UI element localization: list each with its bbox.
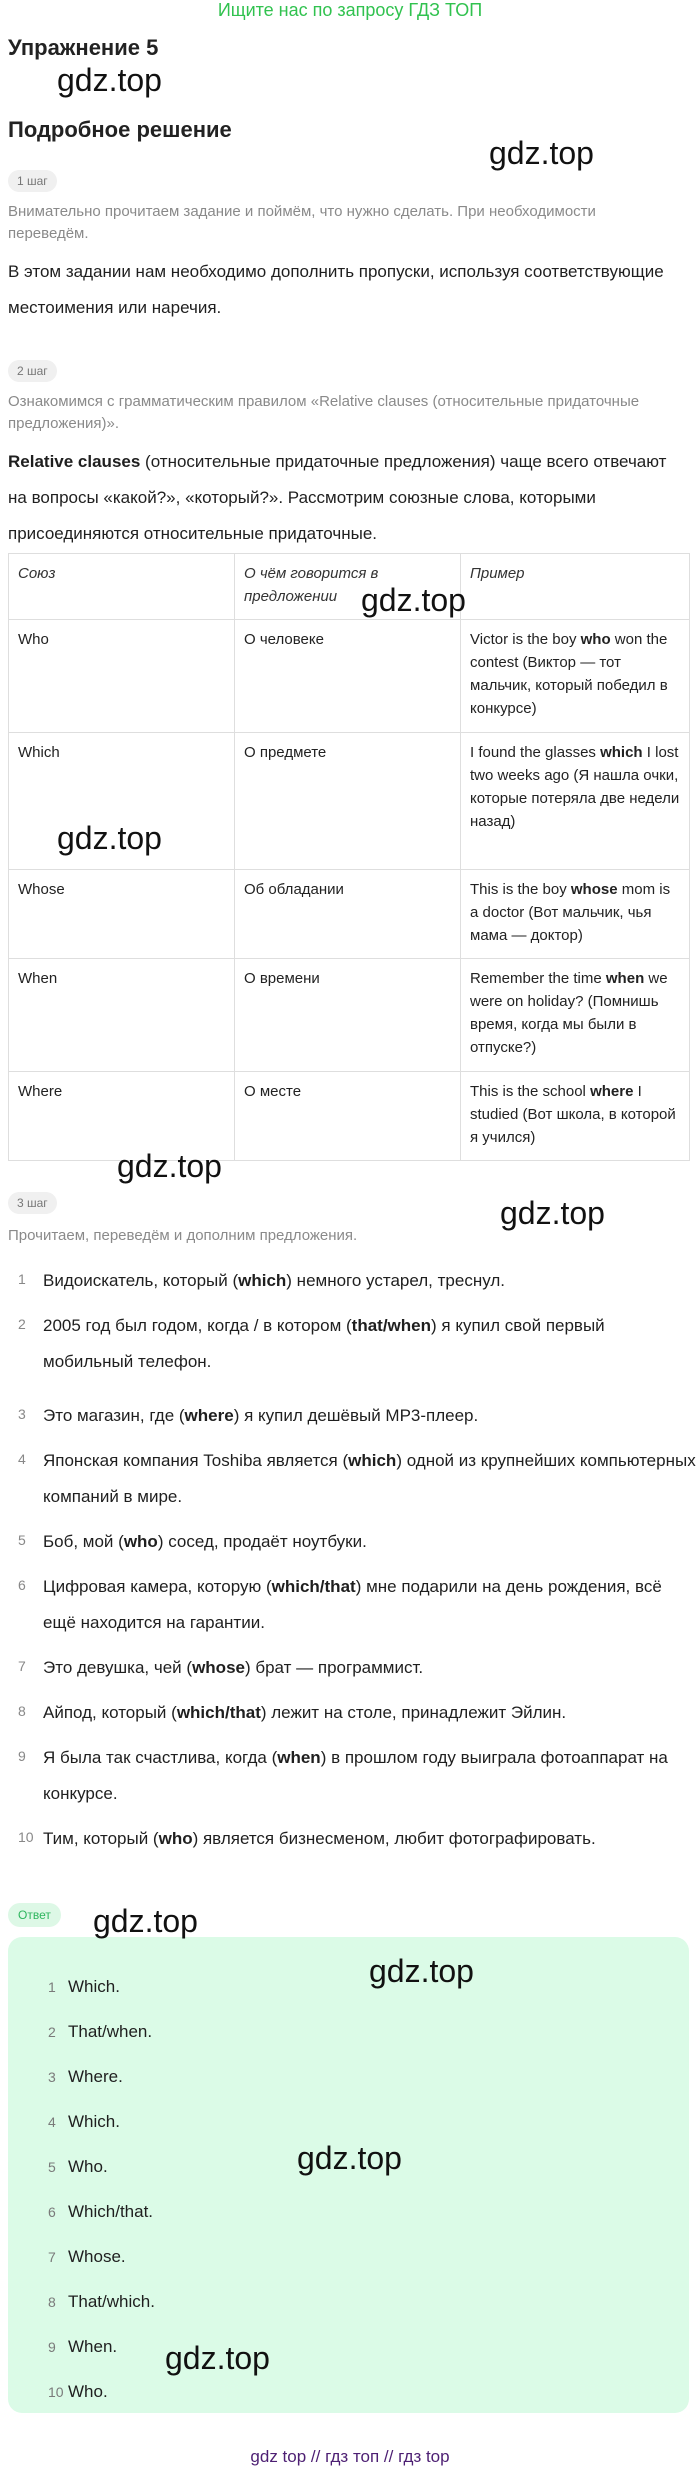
table-row — [9, 620, 690, 733]
step-2-badge: 2 шаг — [8, 360, 57, 382]
table-cell-example: This is the boy whose mom is a doctor (Вот мальчик, чья мама — доктор) — [461, 870, 690, 959]
answer-box: 1 Which. 2 That/when. 3 Where. 4 Which. 5 Who. 6 Which/that. 7 Whose. 8 That/which. 9 When. 10 Who. — [8, 1937, 689, 2413]
table-cell-conj: Where — [9, 1072, 235, 1161]
rule-text: (относительные придаточные предложения) чаще всего отвечают на вопросы «какой?», «который?». Рассмотрим союзные слова, которыми присоединяются относительные придаточные. — [8, 452, 667, 543]
table-row — [9, 870, 690, 959]
table-header-row — [9, 554, 690, 620]
step-3-hint: Прочитаем, переведём и дополним предложения. — [8, 1227, 358, 1244]
step-3-badge: 3 шаг — [8, 1192, 57, 1214]
table-row — [9, 1072, 690, 1161]
step-1-text: В этом задании нам необходимо дополнить пропуски, используя соответствующие местоимения или наречия. — [8, 262, 664, 317]
list-item: 9 Я была так счастлива, когда (when) в прошлом году выиграла фотоаппарат на конкурсе. — [18, 1748, 668, 1803]
table-cell-about: Об обладании — [235, 870, 461, 959]
list-item: 4 Японская компания Toshiba является (which) одной из крупнейших компьютерных компаний в мире. — [18, 1451, 696, 1506]
watermark: gdz.top — [165, 2340, 270, 2376]
table-header: О чём говорится в предложении — [235, 554, 461, 620]
table-cell-example: I found the glasses which I lost two weeks ago (Я нашла очки, которые потеряла две недели назад) — [461, 733, 690, 870]
table-cell-about: О человеке — [235, 620, 461, 733]
list-item: 8 Айпод, который (which/that) лежит на столе, принадлежит Эйлин. — [18, 1703, 567, 1722]
list-item: 7 Это девушка, чей (whose) брат — программист. — [18, 1658, 424, 1677]
watermark: gdz.top — [361, 582, 466, 618]
watermark: gdz.top — [93, 1903, 198, 1939]
watermark: gdz.top — [369, 1953, 474, 1989]
watermark: gdz.top — [117, 1148, 222, 1184]
list-item: 2 2005 год был годом, когда / в котором (that/when) я купил свой первый мобильный телефон. — [18, 1316, 605, 1371]
watermark: gdz.top — [57, 820, 162, 856]
answer-badge: Ответ — [8, 1903, 61, 1927]
step-2-hint: Ознакомимся с грамматическим правилом «Relative clauses (относительные придаточные предложения)». — [8, 393, 640, 432]
relative-clauses-table — [8, 553, 690, 1161]
table-cell-conj: Which — [9, 733, 235, 870]
table-cell-example: Remember the time when we were on holiday? (Помнишь время, когда мы были в отпуске?) — [461, 959, 690, 1072]
list-item: 10 Тим, который (who) является бизнесменом, любит фотографировать. — [18, 1829, 596, 1848]
watermark: gdz.top — [57, 62, 162, 98]
footer-links[interactable]: gdz top // гдз топ // гдз top — [250, 2447, 450, 2466]
table-cell-about: О предмете — [235, 733, 461, 870]
step-1-badge: 1 шаг — [8, 170, 57, 192]
list-item: 1 Видоискатель, который (which) немного устарел, треснул. — [18, 1271, 505, 1290]
top-search-link[interactable]: Ищите нас по запросу ГДЗ ТОП — [217, 0, 483, 20]
table-cell-about: О месте — [235, 1072, 461, 1161]
watermark: gdz.top — [500, 1195, 605, 1231]
step-1-hint: Внимательно прочитаем задание и поймём, что нужно сделать. При необходимости переведём. — [8, 203, 596, 242]
sentence-list — [8, 1263, 698, 1866]
table-cell-conj: Whose — [9, 870, 235, 959]
page-title: Упражнение 5 — [8, 35, 159, 60]
table-cell-conj: Who — [9, 620, 235, 733]
table-cell-about: О времени — [235, 959, 461, 1072]
table-cell-conj: When — [9, 959, 235, 1072]
list-item: 6 Цифровая камера, которую (which/that) мне подарили на день рождения, всё ещё находится на гарантии. — [18, 1577, 662, 1632]
watermark: gdz.top — [489, 135, 594, 171]
list-item: 3 Это магазин, где (where) я купил дешёвый MP3-плеер. — [18, 1406, 479, 1425]
list-item: 5 Боб, мой (who) сосед, продаёт ноутбуки. — [18, 1532, 367, 1551]
table-header: Союз — [9, 554, 235, 620]
table-row — [9, 959, 690, 1072]
rule-term: Relative clauses — [8, 452, 141, 471]
rule-paragraph — [8, 444, 688, 552]
section-title: Подробное решение — [8, 117, 232, 142]
table-header: Пример — [461, 554, 690, 620]
table-cell-example: This is the school where I studied (Вот школа, в которой я учился) — [461, 1072, 690, 1161]
watermark: gdz.top — [297, 2140, 402, 2176]
table-cell-example: Victor is the boy who won the contest (Виктор — тот мальчик, который победил в конкурсе) — [461, 620, 690, 733]
